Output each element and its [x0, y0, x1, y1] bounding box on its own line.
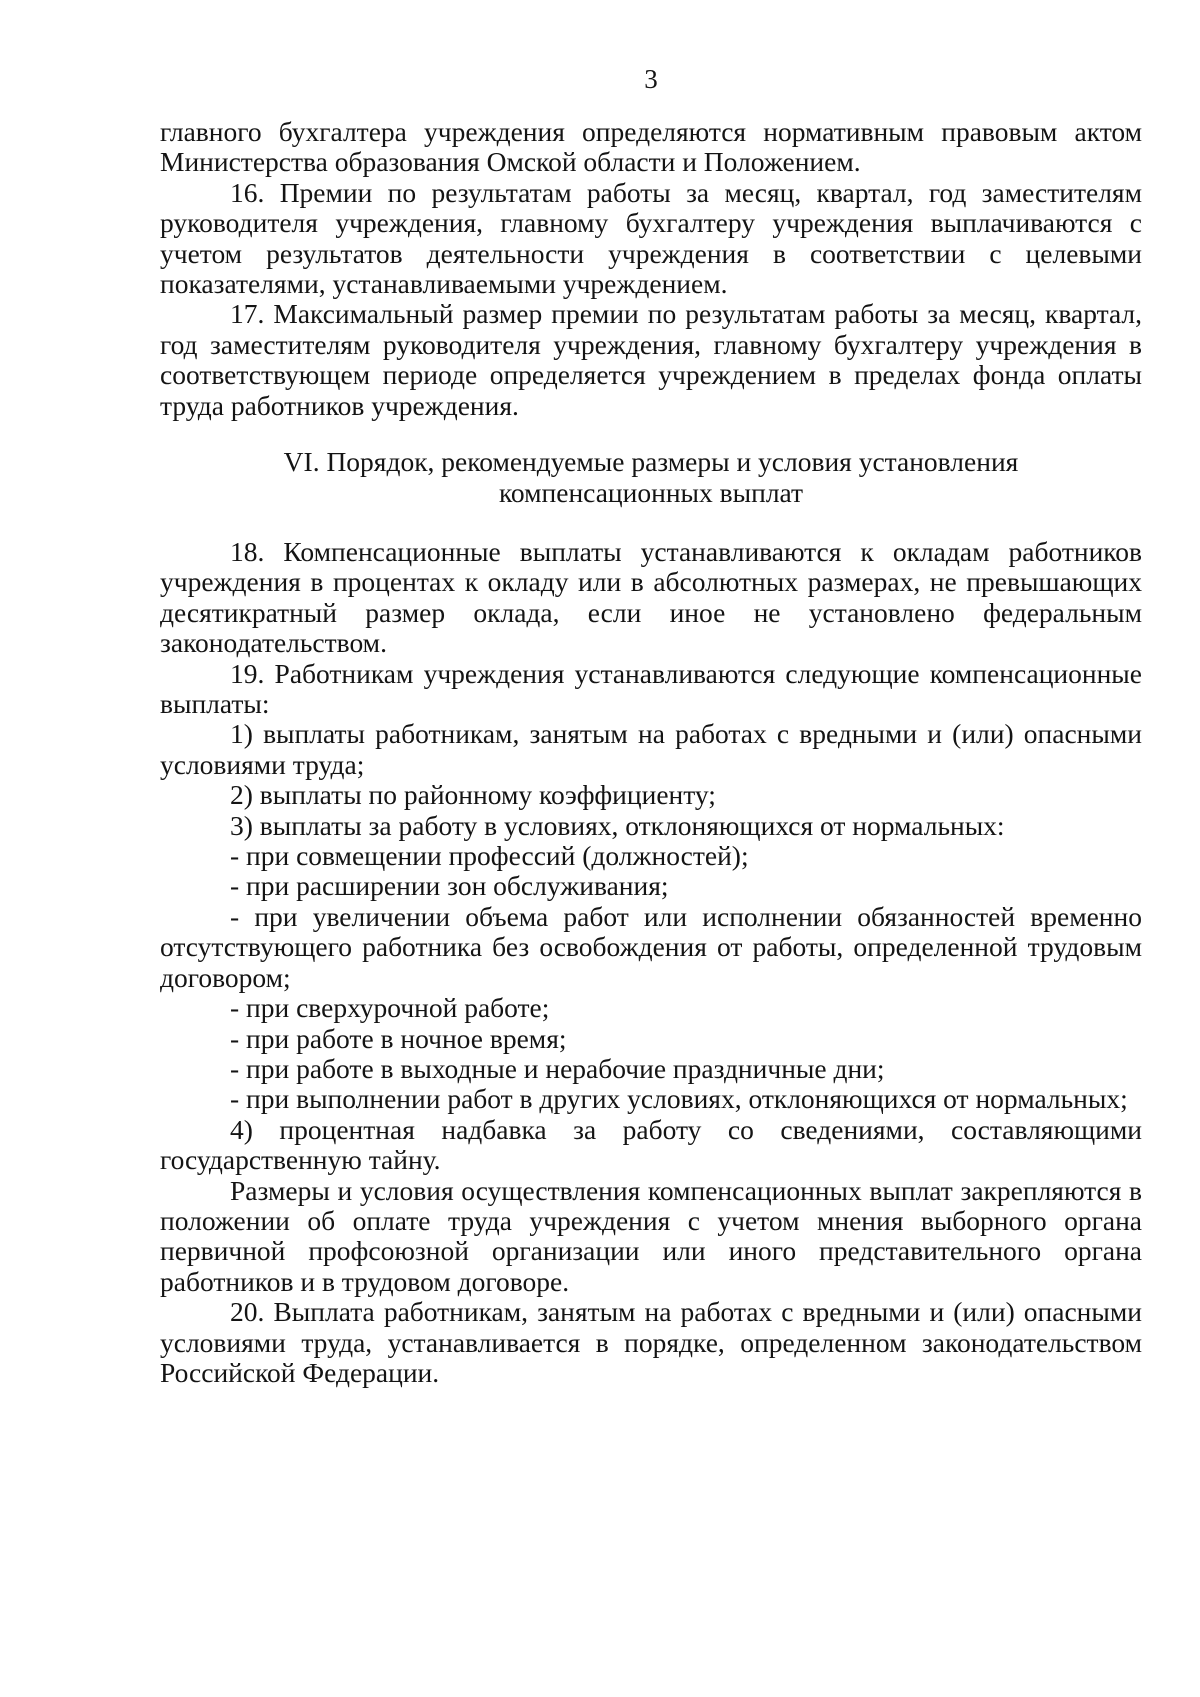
- page-number: 3: [644, 64, 658, 94]
- section-heading: [160, 446, 1142, 508]
- sub-item-holidays: - при работе в выходные и нерабочие праздничные дни;: [230, 1052, 885, 1084]
- sub-item-other-conditions: - при выполнении работ в других условиях, отклоняющихся от нормальных;: [230, 1083, 1128, 1115]
- section-heading-line-2: компенсационных выплат: [498, 477, 804, 508]
- sub-item-combination: - при совмещении профессий (должностей);: [230, 840, 749, 872]
- sub-item-overtime: - при сверхурочной работе;: [230, 992, 550, 1024]
- paragraph-17: 17. Максимальный размер премии по результатам работы за месяц, квартал, год заместителям руководителя учреждения, главному бухгалтеру учреждения в соответствующем периоде определяется учреждением в пределах фонда оплаты труда работников учреждения.: [160, 298, 1142, 421]
- paragraph-18: 18. Компенсационные выплаты устанавливаются к окладам работников учреждения в процентах к окладу или в абсолютных размерах, не превышающих десятикратный размер оклада, если иное не установлено федеральным законодательством.: [160, 536, 1142, 659]
- sub-item-extra-duties: - при увеличении объема работ или исполнении обязанностей временно отсутствующего работника без освобождения от работы, определенной трудовым договором;: [160, 900, 1142, 993]
- section-heading-line-1: VI. Порядок, рекомендуемые размеры и условия установления: [283, 446, 1019, 477]
- list-item-1: 1) выплаты работникам, занятым на работах с вредными и (или) опасными условиями труда;: [160, 718, 1142, 780]
- sub-item-night-work: - при работе в ночное время;: [230, 1022, 567, 1054]
- intro-text: [160, 117, 1142, 421]
- paragraph-16: 16. Премии по результатам работы за месяц, квартал, год заместителям руководителя учреждения, главному бухгалтеру учреждения выплачиваются с учетом результатов деятельности учреждения в соответствии с целевыми показателями, устанавливаемыми учреждением.: [160, 176, 1142, 300]
- list-item-4: 4) процентная надбавка за работу со сведениями, составляющими государственную тайну.: [160, 1113, 1142, 1176]
- paragraph-19: 19. Работникам учреждения устанавливаются следующие компенсационные выплаты:: [160, 657, 1142, 720]
- section-text: [160, 537, 1142, 1388]
- paragraph-sizes-conditions: Размеры и условия осуществления компенсационных выплат закрепляются в положении об оплате труда учреждения с учетом мнения выборного органа первичной профсоюзной организации или иного представительного органа работников и в трудовом договоре.: [160, 1174, 1142, 1297]
- list-item-3: 3) выплаты за работу в условиях, отклоняющихся от нормальных:: [230, 809, 1005, 841]
- paragraph-continuation: главного бухгалтера учреждения определяются нормативным правовым актом Министерства образования Омской области и Положением.: [160, 116, 1142, 178]
- paragraph-20: 20. Выплата работникам, занятым на работах с вредными и (или) опасными условиями труда, устанавливается в порядке, определенном законодательством Российской Федерации.: [160, 1296, 1142, 1388]
- list-item-2: 2) выплаты по районному коэффициенту;: [230, 779, 716, 811]
- sub-item-service-zones: - при расширении зон обслуживания;: [230, 870, 669, 902]
